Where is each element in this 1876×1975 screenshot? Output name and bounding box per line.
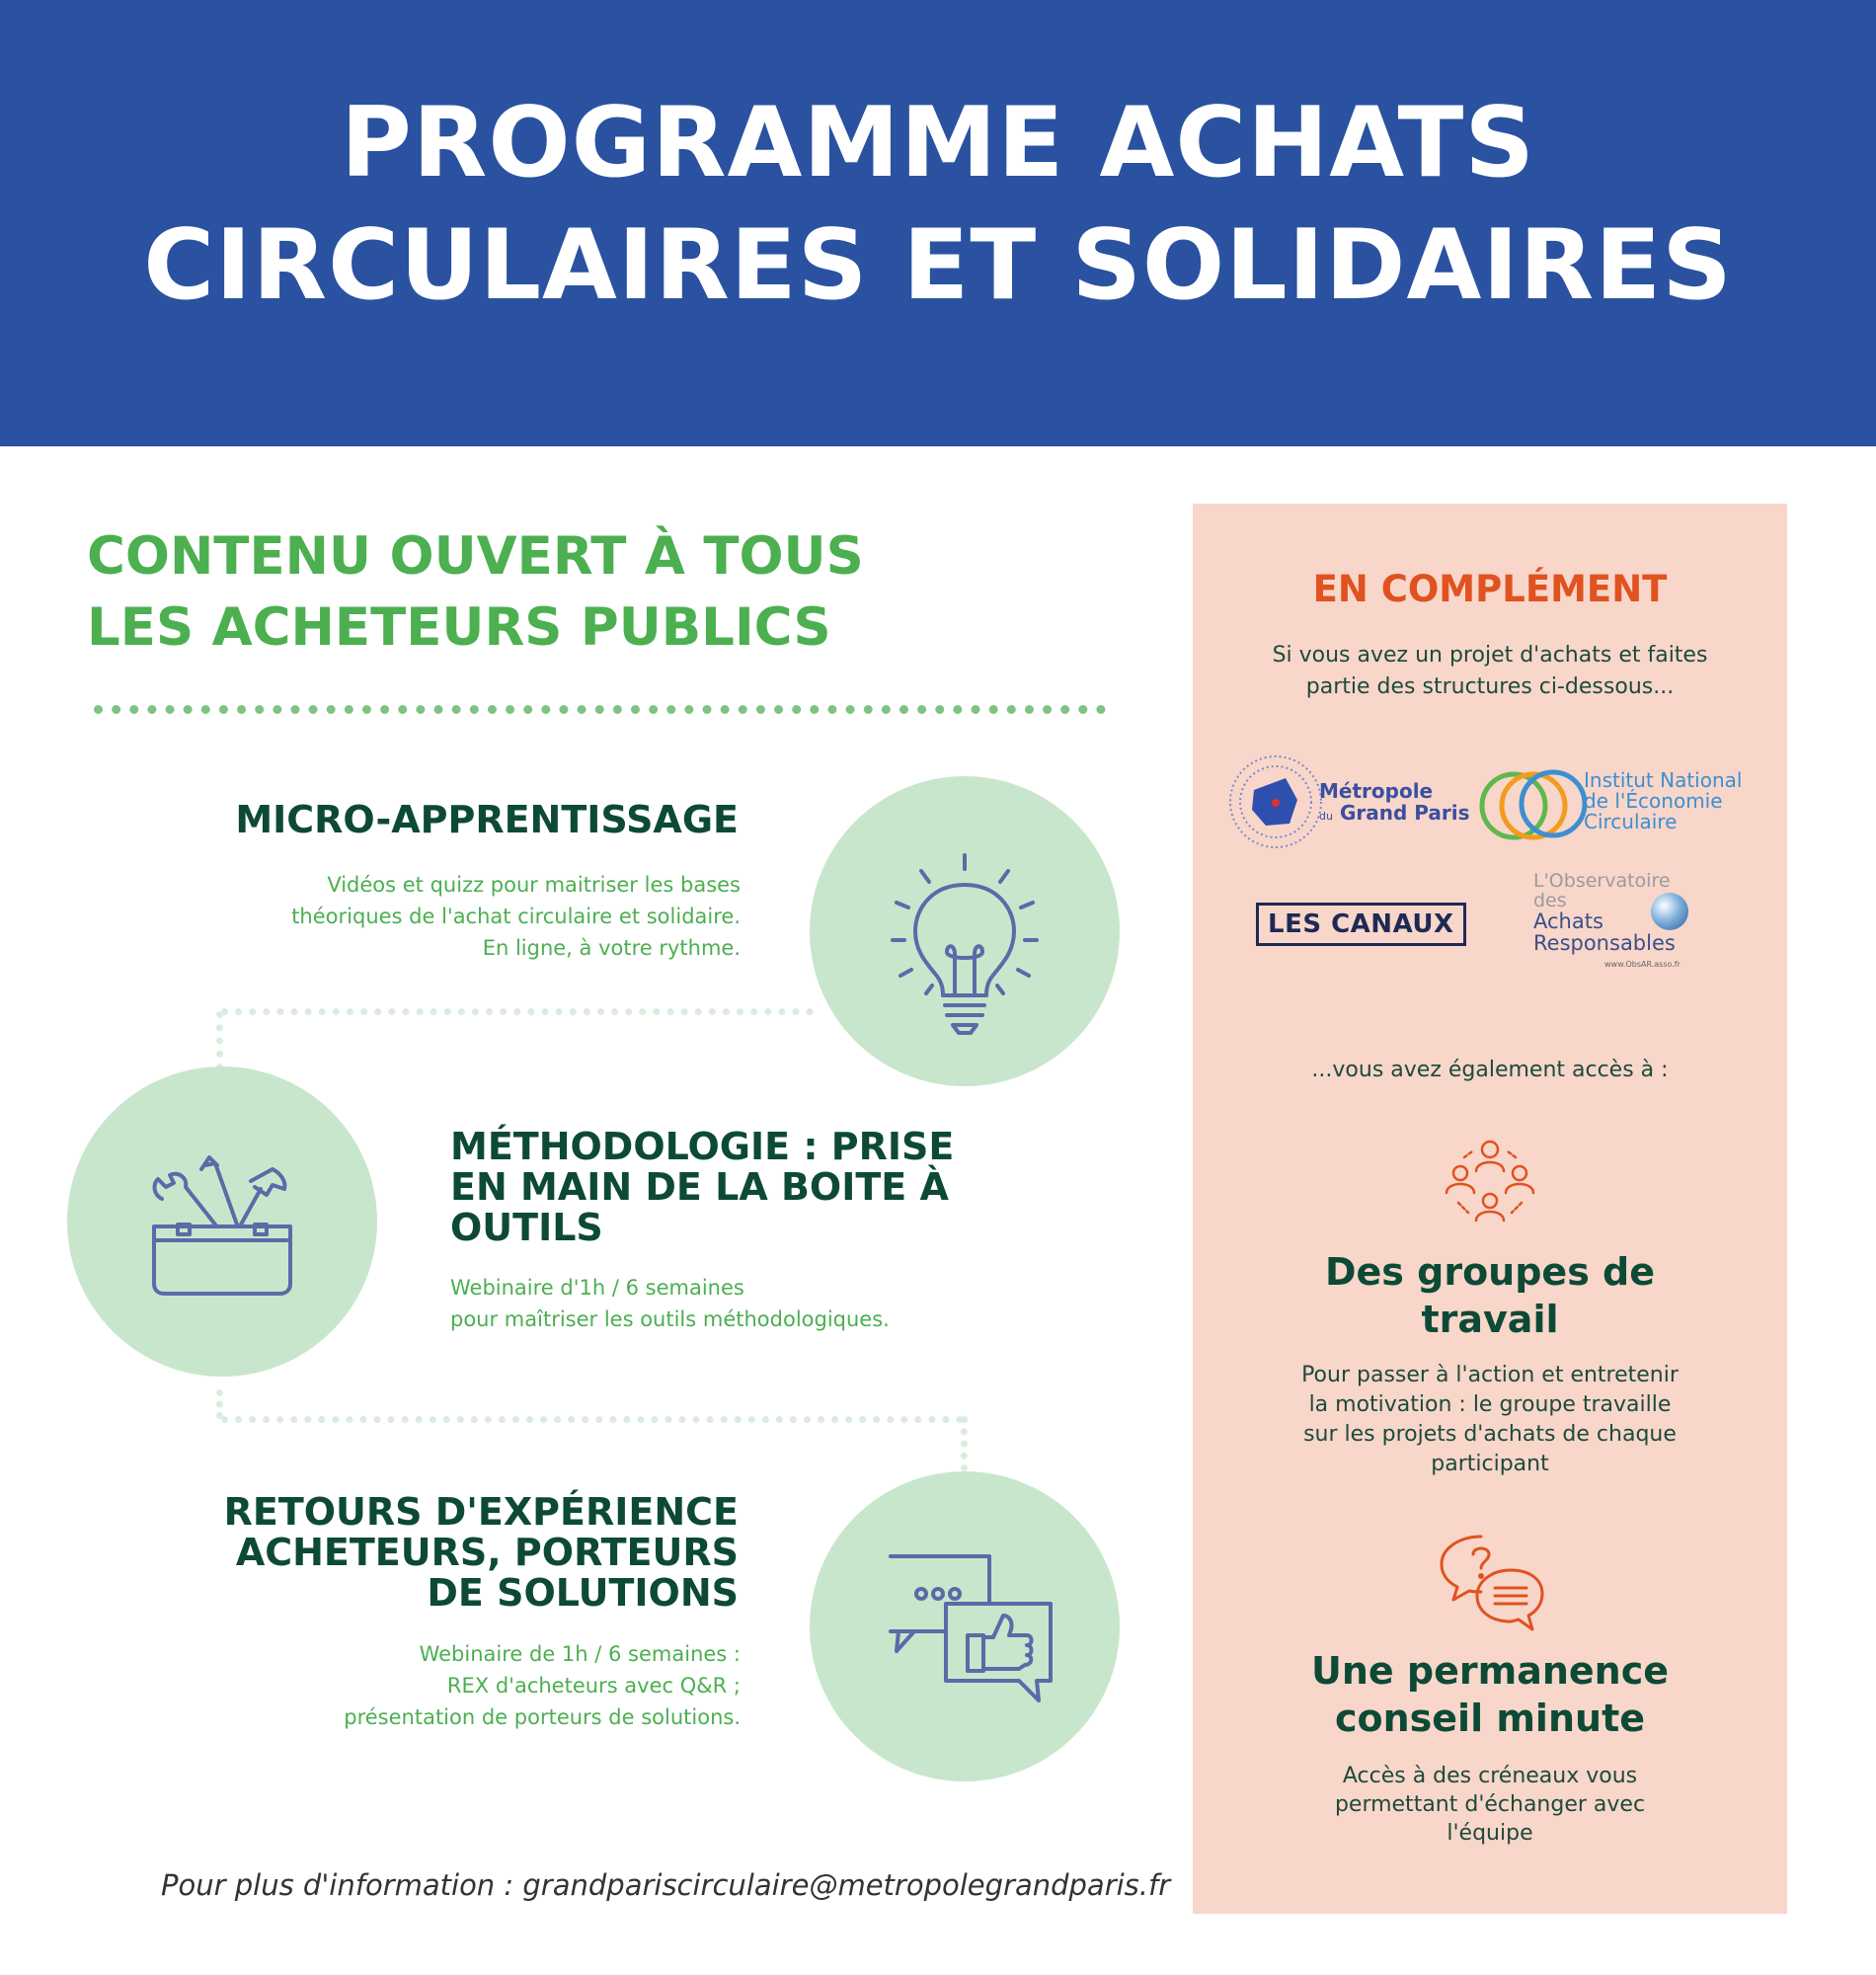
connector-line [221, 1416, 964, 1423]
page-title-line2: CIRCULAIRES ET SOLIDAIRES [143, 209, 1733, 322]
text-line: participant [1431, 1452, 1549, 1476]
lightbulb-icon [810, 776, 1120, 1086]
item-title [1193, 1647, 1787, 1742]
question-chat-icon-wrap [1438, 1533, 1546, 1635]
group-people-icon [1441, 1136, 1539, 1230]
aside-intro [1193, 640, 1787, 703]
text-line: pour maîtriser les outils méthodologiques. [450, 1307, 890, 1331]
text-line: En ligne, à votre rythme. [482, 936, 741, 960]
globe-icon [1651, 893, 1688, 930]
logo-text: Institut National [1584, 768, 1743, 792]
text-line: la motivation : le groupe travaille [1308, 1392, 1672, 1417]
logo-text: de l'Économie [1584, 789, 1723, 813]
text-line: permettant d'échanger avec [1334, 1792, 1646, 1817]
text-line: Webinaire d'1h / 6 semaines [450, 1276, 744, 1300]
text-line: Si vous avez un projet d'achats et faites [1272, 643, 1708, 668]
text-line: partie des structures ci-dessous... [1305, 674, 1675, 699]
section-title-line1: CONTENU OUVERT À TOUS [87, 526, 864, 587]
text-line: sur les projets d'achats de chaque [1303, 1422, 1677, 1447]
logo-text: du [1319, 810, 1333, 823]
connector-line [216, 1011, 223, 1070]
title-line: OUTILS [450, 1206, 603, 1249]
connector-line [221, 1008, 814, 1015]
inec-logo-icon [1478, 760, 1587, 849]
block-title [197, 1492, 739, 1614]
footer-contact: Pour plus d'information : grandpariscirculaire@metropolegrandparis.fr [161, 1868, 1171, 1902]
metropole-logo-icon [1226, 752, 1325, 851]
text-line: Pour passer à l'action et entretenir [1301, 1363, 1679, 1387]
logo-text: des [1533, 890, 1567, 911]
metropole-logo-text [1319, 780, 1469, 828]
les-canaux-logo: LES CANAUX [1256, 903, 1466, 946]
chat-thumbs-up-icon [810, 1471, 1120, 1781]
text-line: théoriques de l'achat circulaire et solidaire. [291, 905, 741, 928]
metropole-logo [1226, 752, 1325, 851]
text-line: l'équipe [1446, 1821, 1533, 1846]
item-title [1193, 1248, 1787, 1343]
logo-text: Responsables [1533, 931, 1676, 955]
title-line: Des groupes de [1324, 1250, 1656, 1294]
connector-line [216, 1389, 223, 1419]
section-title-line2: LES ACHETEURS PUBLICS [87, 597, 831, 658]
item-description [1193, 1361, 1787, 1479]
logo-text: Circulaire [1584, 810, 1678, 833]
toolbox-circle [67, 1066, 377, 1377]
logo-text: Métropole [1319, 779, 1434, 803]
page-title-line1: PROGRAMME ACHATS [341, 87, 1535, 199]
connector-line [961, 1416, 968, 1471]
aside-title: EN COMPLÉMENT [1312, 568, 1668, 610]
block-description [450, 1272, 1062, 1335]
title-line: RETOURS D'EXPÉRIENCE [223, 1490, 739, 1534]
block-description [118, 869, 741, 964]
text-line: Webinaire de 1h / 6 semaines : [419, 1642, 741, 1666]
title-line: travail [1421, 1298, 1559, 1341]
text-line: présentation de porteurs de solutions. [344, 1705, 741, 1729]
logo-text: www.ObsAR.asso.fr [1604, 960, 1681, 969]
logo-text: Grand Paris [1339, 801, 1470, 825]
block-title [450, 1127, 1003, 1248]
group-people-icon-wrap [1441, 1136, 1539, 1230]
chat-circle [810, 1471, 1120, 1781]
title-line: EN MAIN DE LA BOITE À [450, 1165, 949, 1209]
lightbulb-circle [810, 776, 1120, 1086]
logo-text: Achats [1533, 909, 1603, 933]
title-line: MÉTHODOLOGIE : PRISE [450, 1125, 955, 1168]
item-description [1193, 1762, 1787, 1848]
block-title: MICRO-APPRENTISSAGE [235, 798, 739, 841]
toolbox-icon [67, 1066, 377, 1377]
title-line: DE SOLUTIONS [427, 1571, 739, 1615]
inec-logo-text [1584, 770, 1742, 832]
section-divider [94, 705, 1106, 714]
text-line: Vidéos et quizz pour maitriser les bases [327, 873, 741, 897]
question-chat-icon [1438, 1533, 1546, 1635]
logo-text: L'Observatoire [1533, 870, 1671, 892]
text-line: Accès à des créneaux vous [1342, 1764, 1638, 1788]
inec-logo [1478, 760, 1587, 849]
block-description [118, 1638, 741, 1733]
title-line: Une permanence [1310, 1649, 1670, 1693]
text-line: REX d'acheteurs avec Q&R ; [446, 1674, 741, 1698]
access-text: ...vous avez également accès à : [1311, 1058, 1669, 1082]
title-line: ACHETEURS, PORTEURS [235, 1531, 739, 1574]
title-line: conseil minute [1334, 1697, 1646, 1740]
